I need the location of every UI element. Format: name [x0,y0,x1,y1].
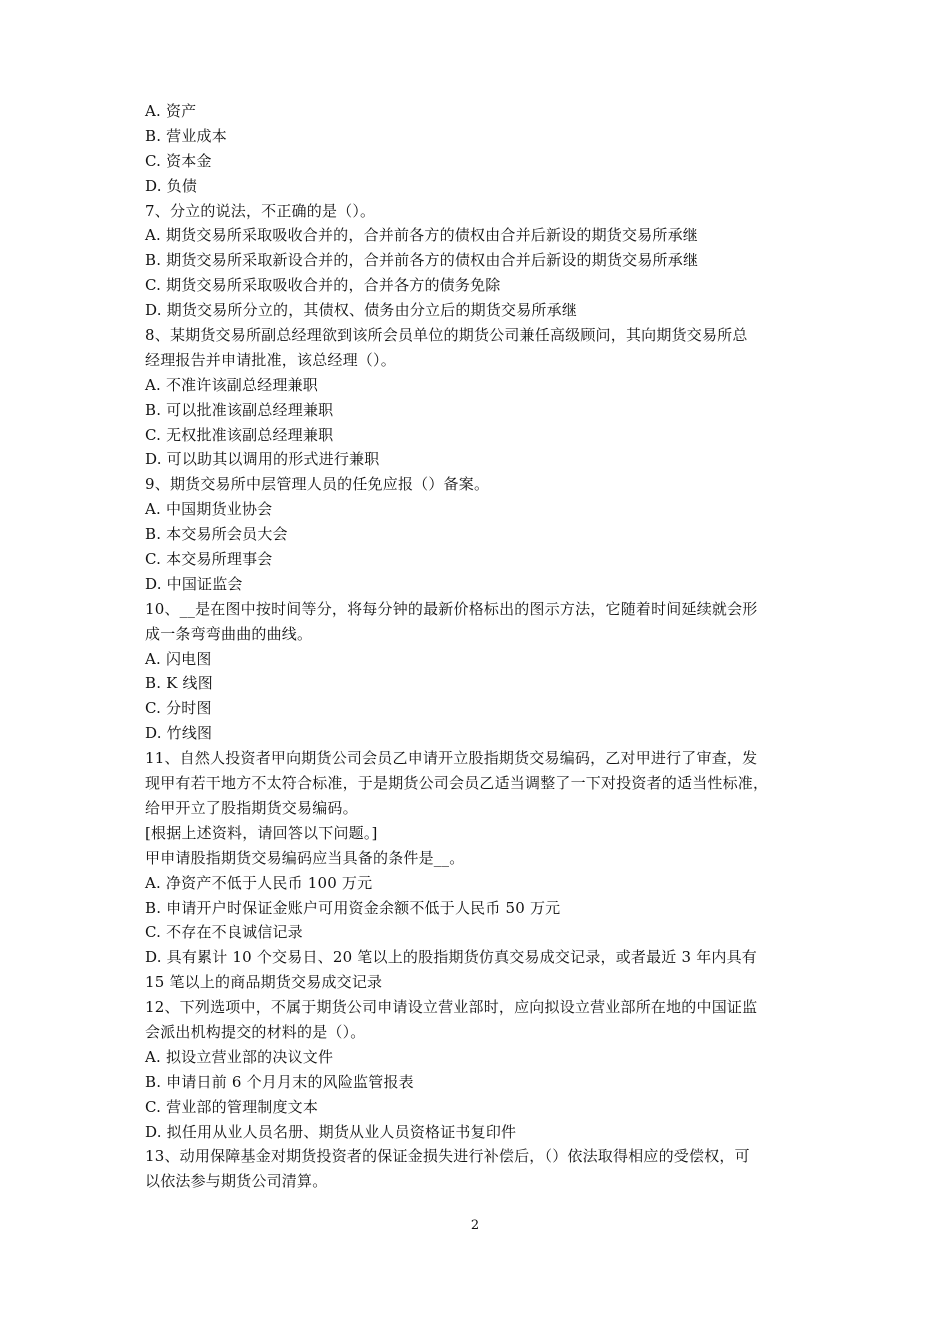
text-line: C. 营业部的管理制度文本 [145,1097,319,1116]
text-line: D. 竹线图 [145,724,213,743]
text-line: D. 负债 [145,176,198,195]
text-line: D. 具有累计 10 个交易日、20 笔以上的股指期货仿真交易成交记录，或者最近 3 年内具有 [145,948,757,967]
text-line: D. 可以助其以调用的形式进行兼职 [145,450,380,469]
text-line: C. 无权批准该副总经理兼职 [145,425,334,444]
text-line: 8、某期货交易所副总经理欲到该所会员单位的期货公司兼任高级顾问，其向期货交易所总 [145,326,748,345]
text-line: B. 申请开户时保证金账户可用资金余额不低于人民币 50 万元 [145,898,561,917]
text-line: B. 期货交易所采取新设合并的，合并前各方的债权由合并后新设的期货交易所承继 [145,251,699,270]
text-line: [根据上述资料，请回答以下问题。] [145,823,378,842]
text-line: B. K 线图 [145,674,213,693]
text-line: C. 期货交易所采取吸收合并的，合并各方的债务免除 [145,276,501,295]
text-line: 15 笔以上的商品期货交易成交记录 [145,973,383,992]
text-line: 给甲开立了股指期货交易编码。 [145,798,358,817]
text-line: 以依法参与期货公司清算。 [145,1172,328,1191]
text-line: C. 资本金 [145,151,212,170]
text-line: 经理报告并申请批准，该总经理（）。 [145,350,396,369]
text-line: C. 不存在不良诚信记录 [145,923,303,942]
text-line: 甲申请股指期货交易编码应当具备的条件是__。 [145,848,465,867]
text-line: 9、期货交易所中层管理人员的任免应报（）备案。 [145,475,490,494]
text-line: 现甲有若干地方不太符合标准，于是期货公司会员乙适当调整了一下对投资者的适当性标准， [145,774,769,793]
page-number: 2 [470,1218,480,1233]
text-line: 成一条弯弯曲曲的曲线。 [145,624,313,643]
text-line: A. 资产 [145,102,197,120]
text-line: D. 期货交易所分立的，其债权、债务由分立后的期货交易所承继 [145,301,578,320]
text-line: 12、下列选项中，不属于期货公司申请设立营业部时，应向拟设立营业部所在地的中国证监 [145,998,758,1017]
text-line: 11、自然人投资者甲向期货公司会员乙申请开立股指期货交易编码，乙对甲进行了审查，发 [145,749,758,768]
text-line: 会派出机构提交的材料的是（）。 [145,1022,366,1041]
text-line: A. 拟设立营业部的决议文件 [145,1047,334,1066]
text-line: C. 分时图 [145,699,212,718]
text-line: B. 申请日前 6 个月月末的风险监管报表 [145,1072,414,1091]
text-line: 10、__是在图中按时间等分，将每分钟的最新价格标出的图示方法，它随着时间延续就会形 [145,599,758,618]
text-line: A. 中国期货业协会 [145,500,273,519]
text-line: B. 本交易所会员大会 [145,525,288,544]
text-line: 7、分立的说法，不正确的是（）。 [145,201,376,220]
text-line: D. 拟任用从业人员名册、期货从业人员资格证书复印件 [145,1122,517,1141]
text-line: B. 营业成本 [145,126,227,145]
text-line: A. 净资产不低于人民币 100 万元 [145,873,373,892]
text-line: A. 期货交易所采取吸收合并的，合并前各方的债权由合并后新设的期货交易所承继 [145,226,698,245]
text-line: 13、动用保障基金对期货投资者的保证金损失进行补偿后，（）依法取得相应的受偿权，可 [145,1147,750,1166]
text-line: B. 可以批准该副总经理兼职 [145,400,334,419]
text-line: A. 不准许该副总经理兼职 [145,375,318,394]
text-line: D. 中国证监会 [145,574,243,593]
document-body [145,99,825,1194]
text-line: C. 本交易所理事会 [145,550,273,569]
text-line: A. 闪电图 [145,649,212,668]
